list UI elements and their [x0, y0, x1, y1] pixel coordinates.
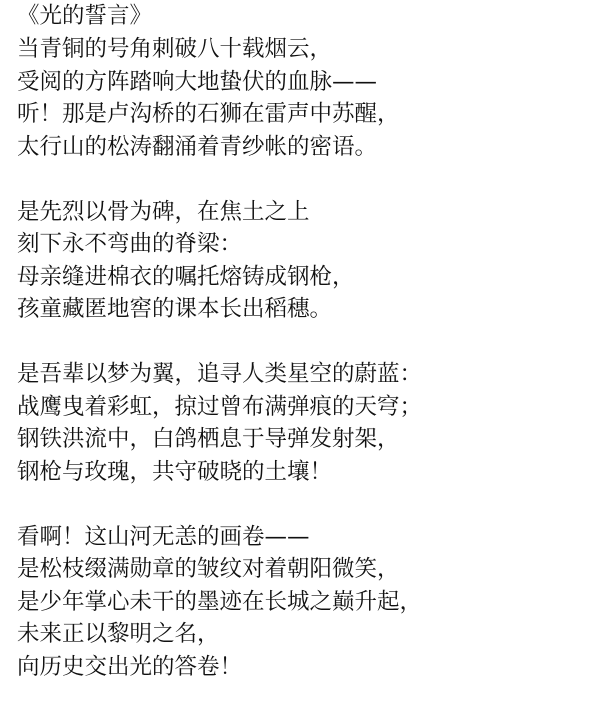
poem-line: 是少年掌心未干的墨迹在长城之巅升起，: [17, 588, 423, 615]
poem-line: 看啊！这山河无恙的画卷——: [17, 523, 310, 550]
poem-line: 受阅的方阵踏响大地蛰伏的血脉——: [17, 68, 378, 95]
stanza-gap: [17, 163, 597, 196]
poem-line: 是先烈以骨为碑，在焦土之上: [17, 198, 310, 225]
poem-line: 钢枪与玫瑰，共守破晓的土壤！: [17, 458, 333, 485]
poem-line: 钢铁洪流中，白鸽栖息于导弹发射架，: [17, 426, 400, 452]
stanza-1: [17, 33, 597, 163]
poem-title: 《光的誓言》: [17, 3, 153, 29]
stanza-2: [17, 196, 597, 326]
poem-line: 母亲缝进棉衣的嘱托熔铸成钢枪，: [17, 263, 355, 290]
poem-line: 是松枝缀满勋章的皱纹对着朝阳微笑，: [17, 556, 400, 582]
poem-line: 孩童藏匿地窖的课本长出稻穗。: [17, 296, 333, 322]
poem-line: 听！那是卢沟桥的石狮在雷声中苏醒，: [17, 101, 400, 127]
poem-line: 是吾辈以梦为翼，追寻人类星空的蔚蓝：: [17, 361, 423, 387]
poem-line: 向历史交出光的答卷！: [17, 653, 243, 680]
poem-line: 未来正以黎明之名，: [17, 621, 220, 647]
stanza-gap: [17, 326, 597, 359]
poem-line: 战鹰曳着彩虹，掠过曾布满弹痕的天穹；: [17, 393, 423, 420]
stanza-gap: [17, 488, 597, 521]
poem-document: [17, 0, 597, 683]
poem-line: 太行山的松涛翻涌着青纱帐的密语。: [17, 133, 378, 160]
stanza-4: [17, 521, 597, 684]
poem-line: 当青铜的号角刺破八十载烟云，: [17, 36, 333, 62]
poem-line: 刻下永不弯曲的脊梁：: [17, 231, 243, 257]
stanza-3: [17, 358, 597, 488]
